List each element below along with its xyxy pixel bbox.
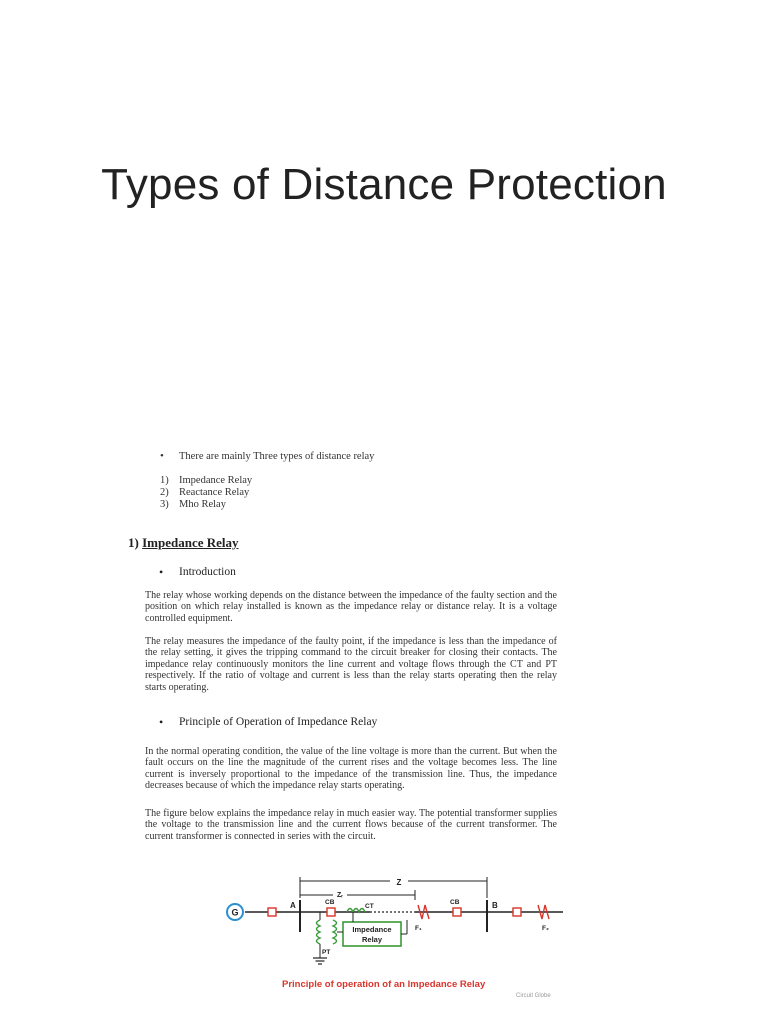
relay-type-label: Mho Relay [179,499,226,510]
section-number: 1) [128,535,139,550]
intro-bullet: • There are mainly Three types of distance relay [179,451,374,462]
relay-type-number: 2) [160,487,169,498]
relay-type-item [160,475,252,486]
cb-label: CB [450,899,460,906]
relay-type-number: 1) [160,475,169,486]
ct-label: CT [365,903,374,910]
bus-a-label: A [290,901,296,910]
paragraph-definition: The relay whose working depends on the distance between the impedance of the faulty section and the position on which relay installed is known as the impedance relay or distance relay. It is a voltage controlled equipment. [145,590,557,624]
principle-bullet: • Principle of Operation of Impedance Relay [179,716,377,728]
cb-label: CB [325,899,335,906]
relay-type-number: 3) [160,499,169,510]
watermark: Circuit Globe [516,993,551,999]
relay-type-item [160,487,249,498]
figure-caption: Principle of operation of an Impedance Relay [282,979,486,990]
circuit-breaker-symbol [268,908,276,916]
circuit-breaker-symbol [453,908,461,916]
relay-label-line2: Relay [361,935,383,944]
section-heading [128,535,239,551]
slide-title: Types of Distance Protection [101,160,667,209]
relay-label-line1: Impedance [352,925,392,934]
generator-label: G [231,907,239,918]
z-label: Z [396,878,402,887]
relay-type-label: Impedance Relay [179,475,253,486]
pt-primary-coil [317,920,321,944]
relay-type-item [160,499,226,510]
circuit-breaker-symbol [513,908,521,916]
fault-f1-symbol [418,905,429,919]
pt-secondary-coil [333,920,337,944]
fault-f2-symbol [538,905,549,919]
impedance-relay-diagram [215,868,565,976]
introduction-bullet: • Introduction [179,566,236,578]
fault-f2-label: F₂ [542,925,549,932]
fault-f1-label: F₁ [415,925,422,932]
zr-label: Zᵣ [336,892,344,899]
pt-label: PT [322,949,331,956]
section-title: Impedance Relay [142,535,239,550]
circuit-breaker-symbol [327,908,335,916]
bus-b-label: B [492,901,498,910]
paragraph-operation: The relay measures the impedance of the faulty point, if the impedance is less than the impedance of the relay setting, it gives the tripping command to the circuit breaker for closing their contacts. The impedance relay continuously monitors the line current and voltage flows through the CT and PT respectively. If the ratio of voltage and current is less than the relay starts operating then the relay starts operating. [145,636,557,693]
relay-type-label: Reactance Relay [179,487,250,498]
paragraph-principle: In the normal operating condition, the value of the line voltage is more than the current. But when the fault occurs on the line the magnitude of the current rises and the voltage becomes less. The line current is inversely proportional to the impedance of the transmission line. Thus, the impedance decreases because of which the impedance relay starts operating. [145,746,557,792]
paragraph-figure-explanation: The figure below explains the impedance relay in much easier way. The potential transformer supplies the voltage to the transmission line and the current flows because of the current transformer. The current transformer is connected in series with the circuit. [145,808,557,842]
